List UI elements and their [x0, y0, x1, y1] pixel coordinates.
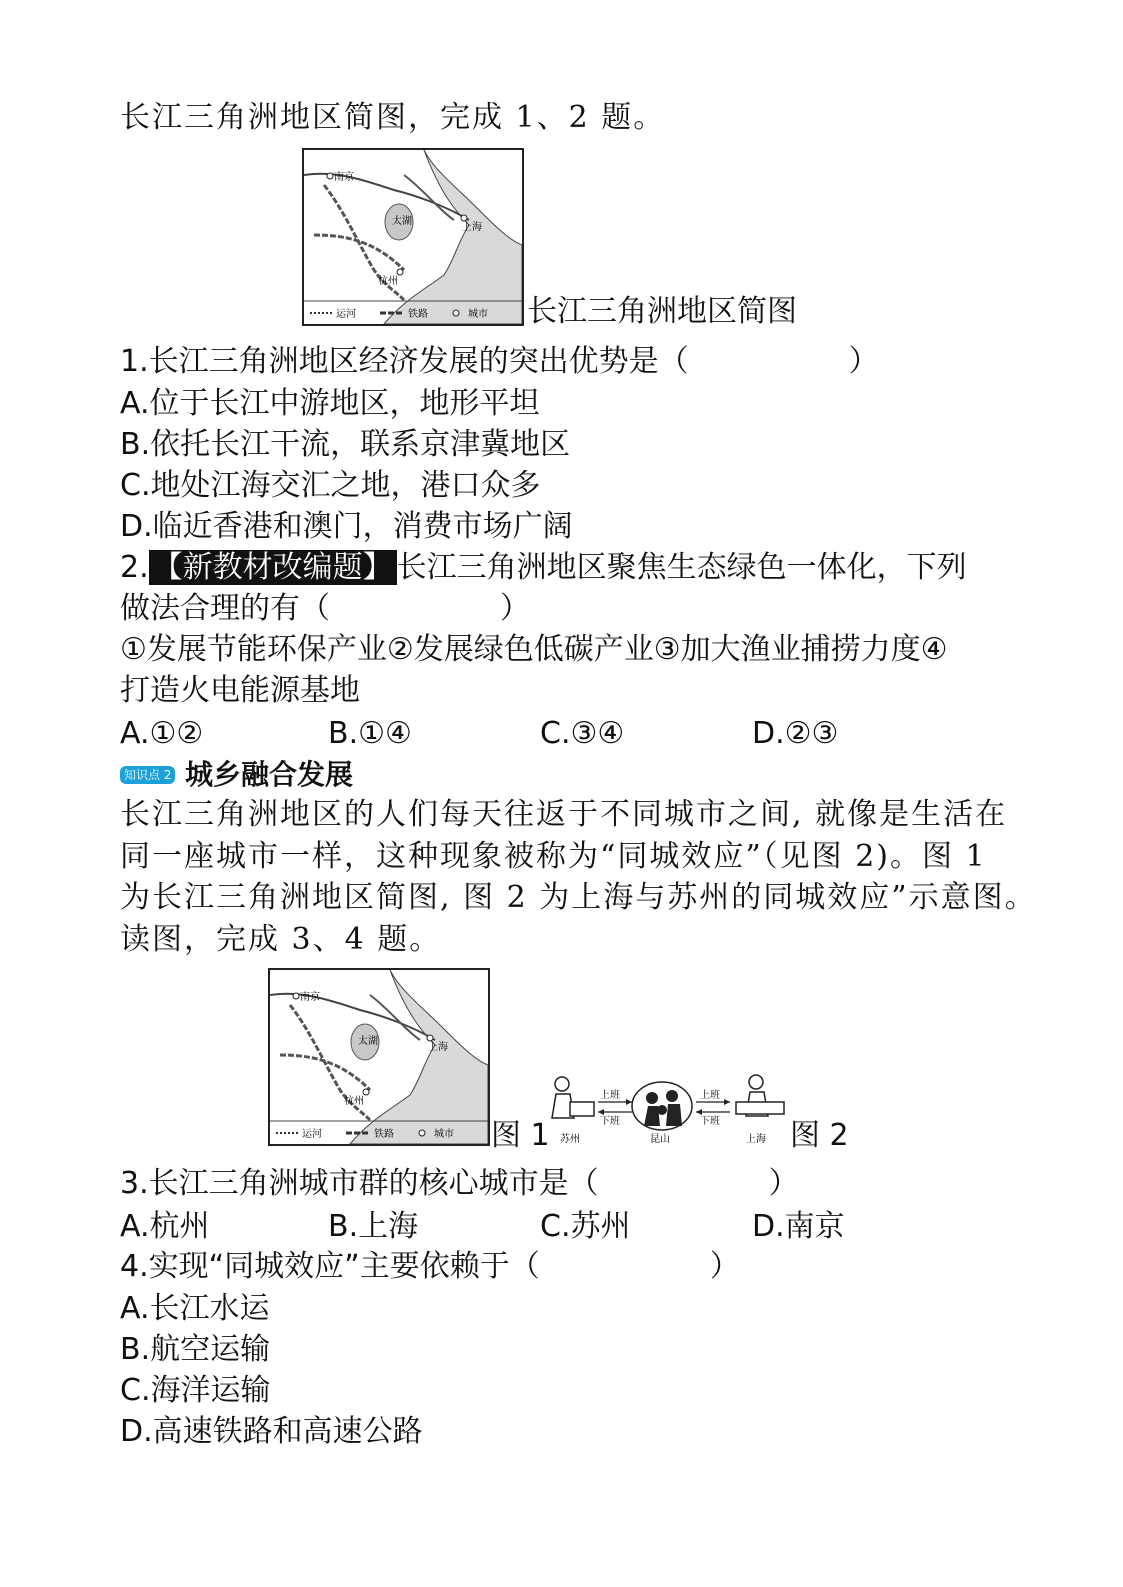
q2-stem-line2 [120, 589, 530, 629]
q4-option-a: A.长江水运 [120, 1291, 270, 1326]
kunshan-label: 昆山 [650, 1134, 670, 1145]
knowledge-point-heading [120, 754, 353, 795]
go-work-label-right: 上班 [700, 1090, 720, 1101]
suzhou-label: 苏州 [560, 1134, 580, 1145]
legend-railway-2: 铁路 [374, 1129, 394, 1140]
shanghai-label-2: 上海 [428, 1042, 448, 1053]
q2-stem-a: 长江三角洲地区聚焦生态绿色一体化，下列 [396, 550, 967, 585]
q2-items-line1: ①发展节能环保产业②发展绿色低碳产业③加大渔业捕捞力度④ [120, 632, 948, 667]
nanjing-label-2: 南京 [300, 992, 320, 1003]
yangtze-delta-map-2 [268, 968, 490, 1146]
taihu-label-2: 太湖 [358, 1036, 378, 1047]
q4-stem-text: 4.实现“同城效应”主要依赖于（ [120, 1249, 540, 1284]
off-work-label-left: 下班 [600, 1116, 620, 1127]
commute-diagram [540, 1068, 788, 1148]
fig1-label: 图 1 [491, 1118, 550, 1153]
q4-stem [120, 1247, 740, 1287]
q2-option-b: B.①④ [328, 716, 412, 751]
legend-canal-2: 运河 [302, 1129, 322, 1140]
q2-tag: 【新教材改编题】 [149, 550, 397, 585]
q1-stem-text: 1.长江三角洲地区经济发展的突出优势是（ [120, 344, 689, 379]
q2-stem-b: 做法合理的有（ [120, 591, 330, 626]
q3-stem [120, 1164, 799, 1204]
taihu-label: 太湖 [392, 216, 412, 227]
knowledge-point-badge: 知识点 2 [120, 766, 175, 784]
q2-option-c: C.③④ [540, 716, 625, 751]
q1-option-c: C.地处江海交汇之地，港口众多 [120, 468, 541, 503]
q4-option-d: D.高速铁路和高速公路 [120, 1414, 423, 1449]
q3-close: ） [768, 1166, 799, 1201]
q2-stem-line1 [120, 548, 967, 588]
q2-close: ） [500, 591, 530, 626]
q2-items-line2: 打造火电能源基地 [120, 673, 360, 708]
go-work-label-left: 上班 [600, 1090, 620, 1101]
passage-line-2: 同一座城市一样，这种现象被称为“同城效应”（见图 2)。图 1 [120, 839, 987, 874]
suzhou-worker-icon [552, 1077, 594, 1118]
q4-option-b: B.航空运输 [120, 1332, 271, 1367]
yangtze-delta-map-1 [302, 148, 524, 326]
passage-line-4: 读图，完成 3、4 题。 [120, 922, 442, 957]
passage-line-3: 为长江三角洲地区简图, 图 2 为上海与苏州的同城效应”示意图。 [120, 880, 1037, 915]
legend-city-2: 城市 [434, 1129, 454, 1140]
q3-stem-text: 3.长江三角洲城市群的核心城市是（ [120, 1166, 599, 1201]
legend-city: 城市 [468, 309, 488, 320]
nanjing-label: 南京 [334, 172, 354, 183]
q4-option-c: C.海洋运输 [120, 1373, 271, 1408]
q3-option-b: B.上海 [328, 1209, 419, 1244]
q2-option-a: A.①② [120, 716, 204, 751]
hangzhou-label-2: 杭州 [344, 1096, 364, 1107]
shanghai-commute-label: 上海 [746, 1134, 766, 1145]
intro-line: 长江三角洲地区简图，完成 1、2 题。 [120, 100, 666, 135]
q1-option-a: A.位于长江中游地区，地形平坦 [120, 386, 540, 421]
passage-line-1: 长江三角洲地区的人们每天往返于不同城市之间, 就像是生活在 [120, 797, 1008, 832]
shanghai-worker-icon [736, 1075, 784, 1116]
q2-number: 2. [120, 550, 149, 585]
q4-close: ） [709, 1249, 740, 1284]
q3-option-d: D.南京 [752, 1209, 845, 1244]
q3-option-c: C.苏州 [540, 1209, 631, 1244]
knowledge-point-title: 城乡融合发展 [185, 758, 354, 791]
q1-stem [120, 342, 879, 382]
q1-option-b: B.依托长江干流，联系京津冀地区 [120, 427, 571, 462]
legend-canal: 运河 [336, 309, 356, 320]
fig2-label: 图 2 [790, 1118, 849, 1153]
q1-close: ） [848, 344, 879, 379]
fig-caption-1: 长江三角洲地区简图 [527, 294, 797, 329]
hangzhou-label: 杭州 [378, 276, 398, 287]
legend-railway: 铁路 [408, 309, 428, 320]
q3-option-a: A.杭州 [120, 1209, 210, 1244]
off-work-label-right: 下班 [700, 1116, 720, 1127]
shanghai-label: 上海 [462, 222, 482, 233]
q1-option-d: D.临近香港和澳门，消费市场广阔 [120, 509, 573, 544]
q2-option-d: D.②③ [752, 716, 839, 751]
